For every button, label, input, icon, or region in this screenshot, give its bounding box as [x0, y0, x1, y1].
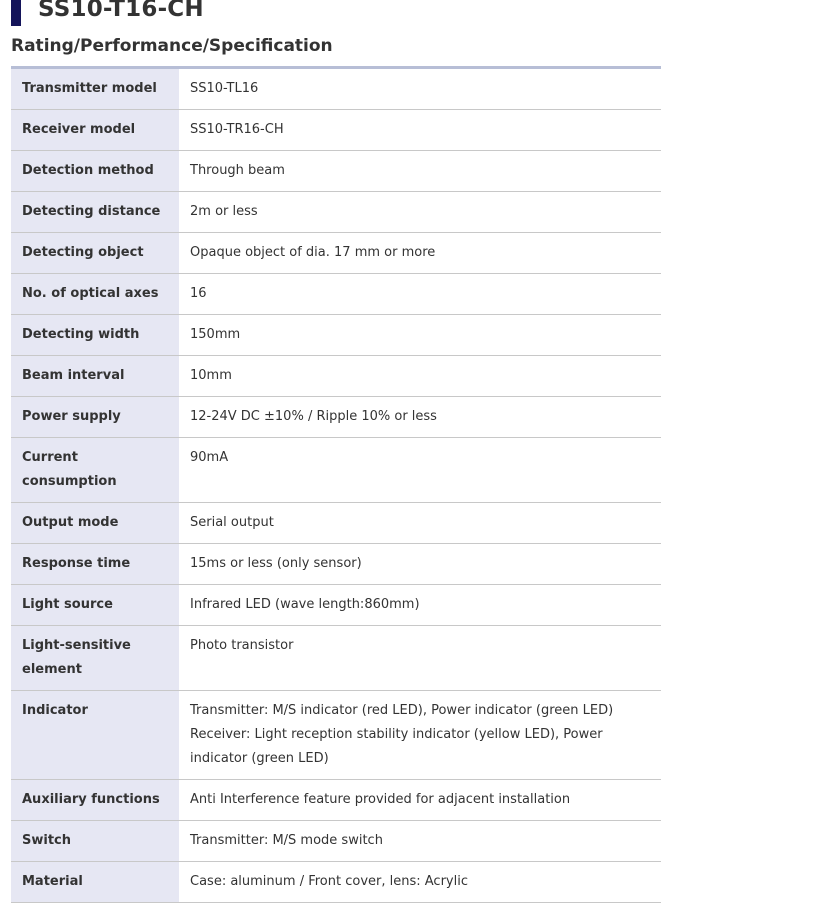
- title-accent-bar: [11, 0, 21, 26]
- row-value: 12-24V DC ±10% / Ripple 10% or less: [179, 397, 661, 438]
- table-row: [11, 192, 661, 233]
- value-line: Transmitter: M/S indicator (red LED), Power indicator (green LED): [190, 703, 614, 718]
- row-label: Power supply: [11, 397, 179, 438]
- table-row: [11, 626, 661, 691]
- row-label: No. of optical axes: [11, 274, 179, 315]
- specification-table: [11, 66, 661, 903]
- row-value: Photo transistor: [179, 626, 661, 691]
- row-value: Serial output: [179, 503, 661, 544]
- section-title: Rating/Performance/Specification: [11, 36, 333, 56]
- table-row: [11, 503, 661, 544]
- table-row: [11, 233, 661, 274]
- row-label: Response time: [11, 544, 179, 585]
- row-value: SS10-TL16: [179, 68, 661, 110]
- table-row: [11, 821, 661, 862]
- row-value: Case: aluminum / Front cover, lens: Acrylic: [179, 862, 661, 903]
- table-row: [11, 110, 661, 151]
- table-row: [11, 397, 661, 438]
- table-row: [11, 151, 661, 192]
- row-label: Beam interval: [11, 356, 179, 397]
- row-label: Current consumption: [11, 438, 179, 503]
- row-value: [179, 691, 661, 780]
- row-value: 10mm: [179, 356, 661, 397]
- table-row: [11, 68, 661, 110]
- table-row: [11, 274, 661, 315]
- row-label: Switch: [11, 821, 179, 862]
- row-value: Transmitter: M/S mode switch: [179, 821, 661, 862]
- table-row: [11, 585, 661, 626]
- row-value: Anti Interference feature provided for adjacent installation: [179, 780, 661, 821]
- table-row: [11, 356, 661, 397]
- value-line: Receiver: Light reception stability indicator (yellow LED), Power indicator (green LED): [190, 727, 603, 766]
- row-value: Infrared LED (wave length:860mm): [179, 585, 661, 626]
- table-row: [11, 862, 661, 903]
- row-value: 16: [179, 274, 661, 315]
- row-label: Detecting object: [11, 233, 179, 274]
- table-row: [11, 691, 661, 780]
- row-value: Opaque object of dia. 17 mm or more: [179, 233, 661, 274]
- table-row: [11, 315, 661, 356]
- row-label: Indicator: [11, 691, 179, 780]
- row-label: Material: [11, 862, 179, 903]
- row-label: Output mode: [11, 503, 179, 544]
- row-value: 90mA: [179, 438, 661, 503]
- row-value: Through beam: [179, 151, 661, 192]
- row-label: Light-sensitive element: [11, 626, 179, 691]
- row-value: 2m or less: [179, 192, 661, 233]
- table-row: [11, 780, 661, 821]
- row-label: Receiver model: [11, 110, 179, 151]
- row-label: Auxiliary functions: [11, 780, 179, 821]
- row-value: 150mm: [179, 315, 661, 356]
- row-label: Detection method: [11, 151, 179, 192]
- row-value: SS10-TR16-CH: [179, 110, 661, 151]
- row-label: Detecting distance: [11, 192, 179, 233]
- row-label: Transmitter model: [11, 68, 179, 110]
- row-label: Light source: [11, 585, 179, 626]
- page-title: SS10-T16-CH: [38, 0, 204, 22]
- table-row: [11, 544, 661, 585]
- row-label: Detecting width: [11, 315, 179, 356]
- page-header: [11, 0, 204, 26]
- row-value: 15ms or less (only sensor): [179, 544, 661, 585]
- table-row: [11, 438, 661, 503]
